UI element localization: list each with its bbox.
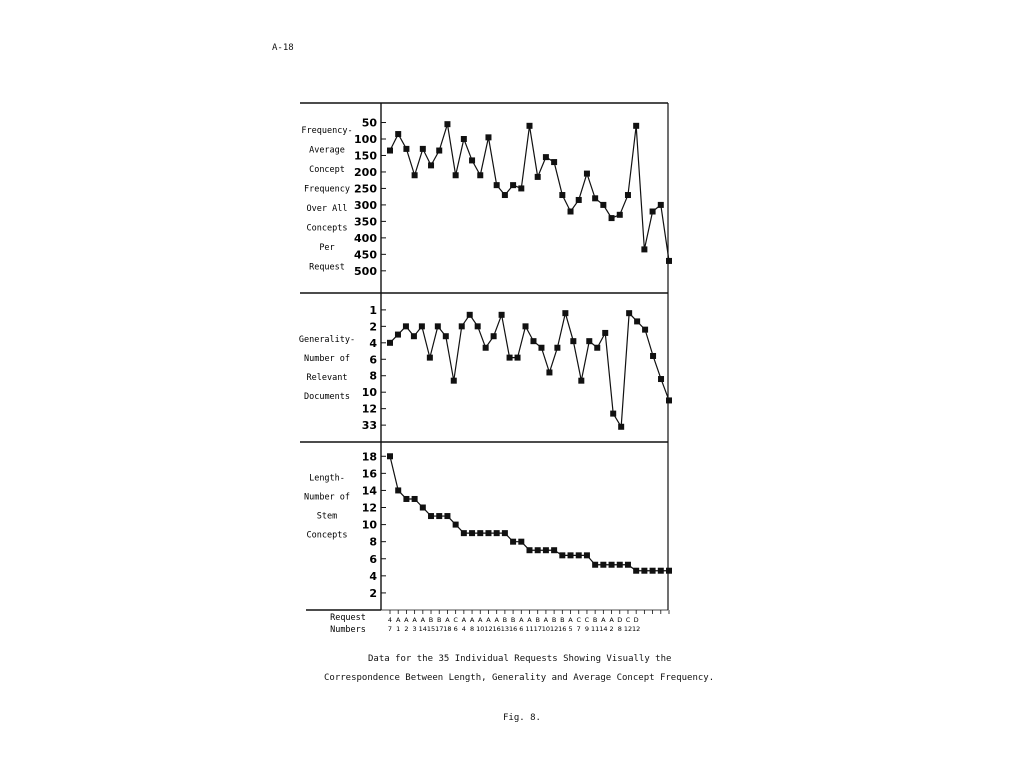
point-length-20 — [551, 547, 557, 553]
ylabel-length-0: Length- — [309, 473, 345, 484]
point-length-21 — [559, 552, 565, 558]
xtick-bottom-17: 11 — [525, 625, 534, 633]
xtick-bottom-10: 8 — [469, 625, 475, 633]
xtick-top-4: A — [420, 616, 426, 624]
point-length-0 — [387, 453, 393, 459]
ylabel-frequency-3: Frequency — [303, 184, 351, 195]
point-length-14 — [502, 530, 508, 536]
xtick-bottom-9: 4 — [461, 625, 466, 633]
point-generality-21 — [554, 345, 560, 351]
point-length-33 — [658, 568, 664, 574]
ylabel-frequency-2: Concept — [309, 164, 345, 175]
point-generality-20 — [546, 369, 552, 375]
point-length-9 — [461, 530, 467, 536]
xtick-bottom-27: 2 — [609, 625, 614, 633]
point-frequency-8 — [453, 172, 459, 178]
point-frequency-21 — [559, 192, 565, 198]
ytick-label-frequency-5: 300 — [354, 198, 377, 212]
point-generality-4 — [419, 323, 425, 329]
xtick-top-6: B — [437, 616, 442, 624]
ytick-label-generality-7: 33 — [361, 419, 377, 433]
xtick-top-15: B — [510, 616, 516, 624]
point-generality-0 — [387, 340, 393, 346]
ytick-label-frequency-6: 350 — [354, 215, 377, 229]
ytick-label-generality-4: 8 — [369, 369, 377, 383]
point-frequency-20 — [551, 159, 557, 165]
xtick-bottom-0: 7 — [387, 625, 393, 633]
point-generality-23 — [570, 338, 576, 344]
point-length-6 — [436, 513, 442, 519]
xtick-bottom-16: 6 — [519, 625, 524, 633]
point-length-27 — [609, 562, 615, 568]
xtick-top-16: A — [519, 616, 524, 624]
xtick-top-2: A — [404, 616, 409, 624]
xtick-bottom-6: 17 — [435, 625, 444, 633]
point-length-24 — [584, 552, 590, 558]
point-generality-9 — [459, 323, 465, 329]
point-frequency-33 — [658, 202, 664, 208]
series-line-generality — [390, 313, 669, 427]
ytick-label-frequency-3: 200 — [354, 165, 377, 179]
xtick-top-13: A — [494, 616, 499, 624]
ylabel-length-1: Number of — [303, 492, 351, 503]
x-axis-title-1: Numbers — [330, 625, 366, 635]
ytick-label-frequency-1: 100 — [354, 133, 377, 146]
figure-label: Fig. 8. — [503, 713, 541, 723]
point-length-3 — [412, 496, 418, 502]
xtick-bottom-23: 7 — [576, 625, 581, 633]
ytick-label-length-6: 6 — [369, 552, 377, 566]
point-length-8 — [453, 522, 459, 528]
point-frequency-13 — [494, 182, 500, 188]
xtick-bottom-12: 12 — [484, 625, 493, 633]
point-length-16 — [518, 539, 524, 545]
point-length-19 — [543, 547, 549, 553]
point-generality-26 — [594, 345, 600, 351]
point-frequency-3 — [412, 172, 418, 178]
point-frequency-23 — [576, 197, 582, 203]
ytick-label-generality-0: 1 — [369, 303, 377, 317]
point-frequency-1 — [395, 131, 401, 137]
point-generality-25 — [586, 338, 592, 344]
point-frequency-9 — [461, 136, 467, 142]
point-generality-13 — [491, 333, 497, 339]
xtick-bottom-2: 2 — [404, 625, 409, 633]
xtick-top-3: A — [412, 616, 417, 624]
xtick-top-18: B — [535, 616, 540, 624]
ytick-label-length-1: 16 — [361, 467, 377, 481]
xtick-top-12: A — [486, 616, 491, 624]
caption-line-2: Correspondence Between Length, Generality and Average Concept Frequency. — [324, 673, 715, 683]
ytick-label-generality-5: 10 — [361, 386, 377, 400]
xtick-bottom-14: 13 — [500, 625, 510, 633]
point-generality-29 — [618, 424, 624, 430]
point-generality-28 — [610, 411, 616, 417]
point-frequency-27 — [609, 215, 615, 221]
point-generality-18 — [530, 338, 536, 344]
ytick-label-frequency-7: 400 — [354, 231, 377, 245]
point-frequency-29 — [625, 192, 631, 198]
point-generality-15 — [507, 355, 513, 361]
ytick-label-generality-6: 12 — [361, 402, 377, 416]
point-generality-3 — [411, 333, 417, 339]
x-axis-title-0: Request — [330, 613, 366, 623]
xtick-bottom-19: 10 — [541, 625, 551, 633]
ytick-label-frequency-8: 450 — [354, 248, 377, 262]
ylabel-generality-2: Relevant — [306, 373, 348, 383]
point-generality-11 — [475, 323, 481, 329]
point-generality-2 — [403, 323, 409, 329]
xtick-top-10: A — [469, 616, 475, 624]
ylabel-generality-3: Documents — [303, 392, 351, 402]
xtick-bottom-25: 11 — [591, 625, 600, 633]
point-generality-1 — [395, 332, 401, 338]
ytick-label-length-0: 18 — [361, 450, 377, 464]
xtick-top-27: A — [609, 616, 614, 624]
ylabel-generality-0: Generality- — [298, 335, 356, 345]
x-tick-labels — [388, 610, 669, 633]
point-generality-10 — [467, 312, 473, 318]
xtick-bottom-30: 12 — [632, 625, 641, 633]
xtick-bottom-24: 9 — [584, 625, 590, 633]
xtick-bottom-20: 12 — [549, 625, 559, 633]
xtick-top-23: C — [576, 616, 582, 624]
ytick-label-length-8: 2 — [369, 586, 377, 600]
point-generality-31 — [634, 318, 640, 324]
point-length-15 — [510, 539, 516, 545]
point-frequency-11 — [477, 172, 483, 178]
point-generality-22 — [562, 310, 568, 316]
point-frequency-34 — [666, 258, 672, 264]
xtick-top-25: B — [592, 616, 598, 624]
ylabel-length-2: Stem — [316, 511, 338, 522]
point-generality-33 — [650, 353, 656, 359]
xtick-bottom-5: 15 — [426, 625, 436, 633]
xtick-top-0: 4 — [387, 616, 393, 624]
ytick-label-generality-2: 4 — [369, 336, 377, 350]
point-frequency-0 — [387, 148, 393, 154]
point-frequency-26 — [600, 202, 606, 208]
xtick-bottom-1: 1 — [396, 625, 401, 633]
point-generality-8 — [451, 378, 457, 384]
point-generality-27 — [602, 330, 608, 336]
xtick-top-14: B — [502, 616, 508, 624]
point-length-22 — [568, 552, 574, 558]
point-frequency-18 — [535, 174, 541, 180]
xtick-top-21: B — [560, 616, 565, 624]
point-frequency-7 — [444, 121, 450, 127]
point-generality-16 — [515, 355, 521, 361]
ytick-label-frequency-2: 150 — [354, 149, 377, 163]
xtick-bottom-15: 16 — [508, 625, 518, 633]
point-frequency-22 — [568, 209, 574, 215]
xtick-top-19: A — [543, 616, 549, 624]
ytick-label-length-2: 14 — [361, 484, 377, 498]
point-length-12 — [485, 530, 491, 536]
xtick-top-29: C — [625, 616, 631, 624]
ytick-label-length-3: 12 — [361, 501, 377, 515]
xtick-top-8: C — [453, 616, 458, 624]
xtick-top-30: D — [633, 616, 639, 624]
xtick-bottom-4: 14 — [418, 625, 427, 633]
point-frequency-14 — [502, 192, 508, 198]
ylabel-frequency-5: Concepts — [306, 223, 348, 234]
ylabel-frequency-7: Request — [309, 262, 345, 273]
xtick-bottom-28: 8 — [617, 625, 622, 633]
caption-line-1: Data for the 35 Individual Requests Showing Visually the — [368, 654, 672, 664]
xtick-top-11: A — [478, 616, 483, 624]
xtick-top-24: C — [584, 616, 590, 624]
point-length-13 — [494, 530, 500, 536]
ytick-label-length-7: 4 — [369, 569, 377, 583]
point-frequency-28 — [617, 212, 623, 218]
point-frequency-5 — [428, 162, 434, 168]
ylabel-frequency-1: Average — [309, 145, 345, 156]
xtick-bottom-8: 6 — [453, 625, 458, 633]
data-series — [387, 121, 672, 574]
ytick-label-length-4: 10 — [361, 518, 377, 532]
page-number: A-18 — [272, 43, 294, 53]
xtick-bottom-29: 12 — [623, 625, 633, 633]
point-frequency-4 — [420, 146, 426, 152]
point-length-5 — [428, 513, 434, 519]
xtick-top-28: D — [617, 616, 623, 624]
point-length-34 — [666, 568, 672, 574]
point-length-1 — [395, 487, 401, 493]
point-generality-5 — [427, 355, 433, 361]
xtick-bottom-18: 17 — [533, 625, 542, 633]
ytick-label-generality-1: 2 — [369, 320, 377, 334]
xtick-bottom-11: 10 — [476, 625, 485, 633]
chart-frame — [300, 103, 668, 610]
point-length-2 — [403, 496, 409, 502]
ytick-label-generality-3: 6 — [369, 353, 377, 367]
xtick-top-20: B — [551, 616, 557, 624]
point-length-10 — [469, 530, 475, 536]
ytick-label-frequency-9: 500 — [354, 264, 377, 278]
point-frequency-16 — [518, 185, 524, 191]
point-frequency-32 — [650, 209, 656, 215]
point-generality-34 — [658, 376, 664, 382]
point-generality-30 — [626, 310, 632, 316]
point-frequency-17 — [527, 123, 533, 129]
xtick-top-17: A — [527, 616, 532, 624]
point-length-18 — [535, 547, 541, 553]
ytick-label-frequency-4: 250 — [354, 182, 377, 196]
point-frequency-31 — [641, 246, 647, 252]
xtick-bottom-13: 16 — [492, 625, 501, 633]
point-length-23 — [576, 552, 582, 558]
point-generality-12 — [483, 345, 489, 351]
point-length-7 — [444, 513, 450, 519]
point-length-31 — [641, 568, 647, 574]
point-length-30 — [633, 568, 639, 574]
point-generality-14 — [499, 312, 505, 318]
point-length-25 — [592, 562, 598, 568]
ylabel-frequency-4: Over All — [306, 203, 348, 214]
point-length-11 — [477, 530, 483, 536]
point-frequency-2 — [403, 146, 409, 152]
xtick-top-7: A — [445, 616, 450, 624]
ylabel-frequency-6: Per — [319, 242, 335, 253]
xtick-bottom-22: 5 — [568, 625, 573, 633]
point-frequency-25 — [592, 195, 598, 201]
xtick-bottom-3: 3 — [412, 625, 417, 633]
xtick-bottom-21: 16 — [558, 625, 567, 633]
point-generality-7 — [443, 333, 449, 339]
ytick-label-frequency-0: 50 — [361, 116, 377, 130]
point-generality-19 — [538, 345, 544, 351]
ylabel-generality-1: Number of — [303, 354, 351, 364]
point-generality-17 — [523, 323, 529, 329]
point-frequency-12 — [485, 134, 491, 140]
point-frequency-24 — [584, 171, 590, 177]
point-length-32 — [650, 568, 656, 574]
point-frequency-15 — [510, 182, 516, 188]
point-length-17 — [527, 547, 533, 553]
point-frequency-10 — [469, 157, 475, 163]
xtick-top-26: A — [601, 616, 606, 624]
point-frequency-30 — [633, 123, 639, 129]
point-frequency-6 — [436, 148, 442, 154]
xtick-bottom-26: 14 — [599, 625, 608, 633]
point-length-29 — [625, 562, 631, 568]
point-length-4 — [420, 505, 426, 511]
point-generality-24 — [578, 378, 584, 384]
xtick-top-5: B — [428, 616, 434, 624]
point-length-28 — [617, 562, 623, 568]
ytick-label-length-5: 8 — [369, 535, 377, 549]
point-generality-6 — [435, 323, 441, 329]
xtick-top-22: A — [568, 616, 573, 624]
ylabel-frequency-0: Frequency- — [301, 125, 353, 136]
xtick-top-1: A — [395, 616, 401, 624]
point-generality-35 — [666, 397, 672, 403]
point-length-26 — [600, 562, 606, 568]
point-generality-32 — [642, 327, 648, 333]
xtick-bottom-7: 18 — [443, 625, 452, 633]
xtick-top-9: A — [461, 616, 467, 624]
point-frequency-19 — [543, 154, 549, 160]
ylabel-length-3: Concepts — [306, 530, 348, 541]
